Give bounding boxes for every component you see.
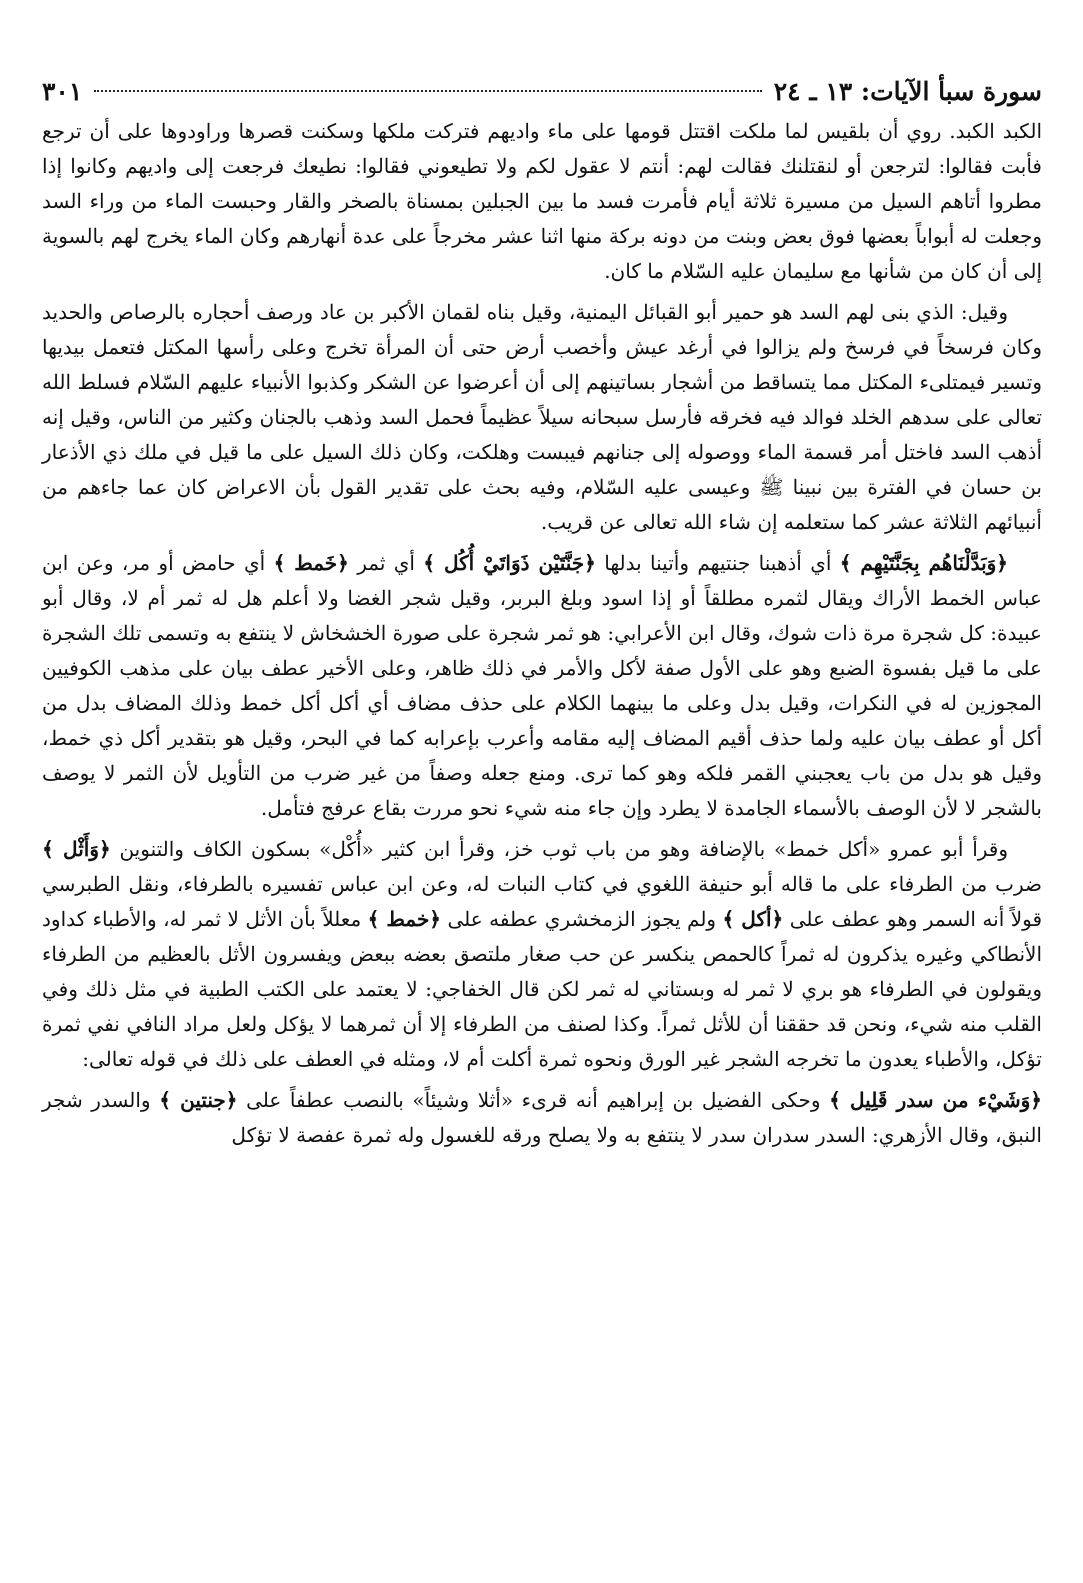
- quran-verse-quote: ﴿جَنَّتَيْن ذَوَاتَيْ أُكُل ﴾: [423, 551, 596, 575]
- paragraph-text: وقرأ أبو عمرو «أكل خمط» بالإضافة وهو من باب ثوب خز، وقرأ ابن كثير «أُكْل» بسكون الكاف والتنوين: [110, 837, 1009, 861]
- document-page: [42, 72, 1042, 1159]
- body-paragraph: [42, 114, 1042, 289]
- quran-verse-quote: ﴿خمط ﴾: [367, 907, 442, 931]
- body-paragraph: [42, 832, 1042, 1077]
- body-paragraph: [42, 546, 1042, 826]
- page-header-title: سورة سبأ الآيات: ١٣ ـ ٢٤: [773, 77, 1042, 106]
- body-paragraph: [42, 1083, 1042, 1153]
- quran-verse-quote: ﴿وَشَيْء من سدر قَلِيل ﴾: [829, 1088, 1043, 1112]
- paragraph-text: والسدر شجر النبق، وقال الأزهري: السدر سدران سدر لا ينتفع به ولا يصلح ورقه للغسول وله ثمرة عفصة لا تؤكل: [42, 1088, 1042, 1147]
- paragraph-text: أي حامض أو مر، وعن ابن عباس الخمط الأراك ويقال لثمره مطلقاً أو إذا اسود وبلغ البربر، وقيل شجر الغضا ولا أعلم هل له ثمر أم لا، وقال أبو عبيدة: كل شجرة مرة ذات شوك، وقال ابن الأعرابي: هو ثمر شجرة على صورة الخشخاش لا ينتفع به وتسمى تلك الشجرة على ما قيل بفسوة الضبع وهو على الأول صفة لأكل والأمر في ذلك ظاهر، وعلى الأخير عطف بيان على مذهب الكوفيين المجوزين له في النكرات، وقيل بدل وعلى ما بينهما الكلام على حذف مضاف أي أكل أكل خمط وذلك المضاف بدل من أكل أو عطف بيان عليه ولما حذف أقيم المضاف إليه مقامه وأعرب بإعرابه كما في البحر، وقيل هو بتقدير أكل ذي خمط، وقيل هو بدل من باب يعجبني القمر فلكه وهو كما ترى. ومنع جعله وصفاً من غير ضرب من التأويل لأن الثمر لا يوصف بالشجر لا لأن الوصف بالأسماء الجامدة لا يطرد وإن جاء منه شيء نحو مررت بقاع عرفج فتأمل.: [42, 551, 1042, 820]
- paragraph-text: الكبد الكبد. روي أن بلقيس لما ملكت اقتتل قومها على ماء واديهم فتركت ملكها وسكنت قصرها وراودوها على أن ترجع فأبت فقالوا: لترجعن أو لنقتلنك فقالت لهم: أنتم لا عقول لكم ولا تطيعوني فقالوا: نطيعك فرجعت إلى واديهم وكانوا إذا مطروا أتاهم السيل من مسيرة ثلاثة أيام فأمرت فسد ما بين الجبلين بمسناة بالصخر والقار وحبست الماء من وراء السد وجعلت له أبواباً بعضها فوق بعض وبنت من دونه بركة منها اثنا عشر مخرجاً على عدة أنهارهم وكان الماء يخرج لهم بالسوية إلى أن كان من شأنها مع سليمان عليه السّلام ما كان.: [42, 119, 1042, 283]
- quran-verse-quote: ﴿جنتين ﴾: [159, 1088, 238, 1112]
- paragraph-text: ولم يجوز الزمخشري عطفه على: [441, 907, 723, 931]
- paragraph-text: معللاً بأن الأثل لا ثمر له، والأطباء كداود الأنطاكي وغيره يذكرون له ثمراً كالحمص ينكسر عن حب صغار ملتصق بعضه ببعض ويفسرون الأثل بالعظيم من الطرفاء ويقولون في الطرفاء هو بري لا ثمر له وبستاني له ثمر لكن قال الخفاجي: لا يعتمد على الكتب الطبية في مثل ذلك وفي القلب منه شيء، ونحن قد حققنا أن للأثل ثمراً. وكذا لصنف من الطرفاء إلا أن ثمرهما لا يؤكل ولعل مراد النافي نفي ثمرة تؤكل، والأطباء يعدون ما تخرجه الشجر غير الورق ونحوه ثمرة أكلت أم لا، ومثله في العطف على ذلك في قوله تعالى:: [42, 907, 1042, 1071]
- quran-verse-quote: ﴿خَمط ﴾: [273, 551, 349, 575]
- quran-verse-quote: ﴿أكل ﴾: [722, 907, 784, 931]
- dotted-leader: [94, 90, 761, 92]
- page-header: [42, 72, 1042, 112]
- paragraph-text: وحكى الفضيل بن إبراهيم أنه قرىء «أثلا وشيئاً» بالنصب عطفاً على: [237, 1088, 830, 1112]
- paragraph-text: أي ثمر: [348, 551, 424, 575]
- page-body: [42, 114, 1042, 1153]
- paragraph-text: أي أذهبنا جنتيهم وأتينا بدلها: [595, 551, 840, 575]
- page-number: ٣٠١: [42, 77, 83, 106]
- quran-verse-quote: ﴿وَبَدَّلْنَاهُم بِجَنَّتَيْهِم ﴾: [839, 551, 1009, 575]
- body-paragraph: [42, 295, 1042, 540]
- paragraph-text: وقيل: الذي بنى لهم السد هو حمير أبو القبائل اليمنية، وقيل بناه لقمان الأكبر بن عاد ورصف أحجاره بالرصاص والحديد وكان فرسخاً في فرسخ ولم يزالوا في أرغد عيش وأخصب أرض حتى أن المرأة تخرج وعلى رأسها المكتل فتعمل بيديها وتسير فيمتلىء المكتل مما يتساقط من أشجار بساتينهم إلى أن أعرضوا عن الشكر وكذبوا الأنبياء عليهم السّلام فسلط الله تعالى على سدهم الخلد فوالد فيه فخرقه فأرسل سبحانه سيلاً عظيماً فحمل السد وذهب بالجنان وكثير من الناس، وقيل إنه أذهب السد فاختل أمر قسمة الماء ووصوله إلى جنانهم فيبست وهلكت، وكان ذلك السيل على ما قيل في ملك ذي الأذعار بن حسان في الفترة بين نبينا ﷺ وعيسى عليه السّلام، وفيه بحث على تقدير القول بأن الاعراض كان عما جاءهم من أنبيائهم الثلاثة عشر كما ستعلمه إن شاء الله تعالى عن قريب.: [42, 300, 1042, 534]
- quran-verse-quote: ﴿وَأَثْل ﴾: [42, 837, 111, 861]
- paragraph-text: ضرب من الطرفاء على ما قاله أبو حنيفة اللغوي في كتاب النبات له، وعن ابن عباس تفسيره بالطرفاء، ونقل الطبرسي قولاً أنه السمر وهو عطف على: [42, 872, 1043, 931]
